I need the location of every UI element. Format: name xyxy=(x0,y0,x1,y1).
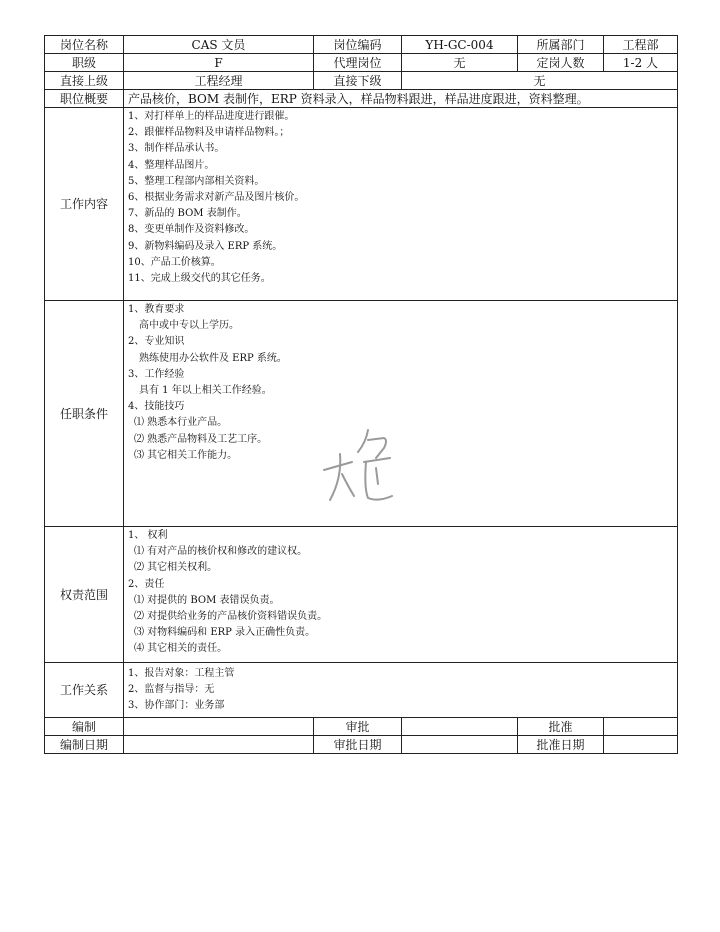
label-prepared-date: 编制日期 xyxy=(45,736,124,754)
list-item: ⑶ 其它相关工作能力。 xyxy=(134,449,238,461)
value-position-code: YH-GC-004 xyxy=(402,36,518,54)
qualifications-list xyxy=(128,302,673,464)
list-item: 1、 权利 xyxy=(128,530,168,541)
row-relations xyxy=(45,663,678,718)
list-item: 3、制作样品承认书。 xyxy=(128,143,225,155)
list-item: 10、产品工价核算。 xyxy=(128,256,221,268)
job-description-table xyxy=(44,35,678,754)
label-prepared: 编制 xyxy=(45,718,124,736)
value-prepared-date xyxy=(124,736,314,754)
list-item: 高中或中专以上学历。 xyxy=(139,320,239,332)
label-qualifications: 任职条件 xyxy=(45,301,124,527)
list-item: 9、新物料编码及录入 ERP 系统。 xyxy=(128,240,283,252)
list-item: 2、监督与指导：无 xyxy=(128,683,215,695)
value-deputy: 无 xyxy=(402,54,518,72)
value-qualifications xyxy=(124,301,678,527)
list-item: 2、责任 xyxy=(128,578,165,590)
value-prepared xyxy=(124,718,314,736)
list-item: 3、工作经验 xyxy=(128,368,185,380)
label-approved-date: 批准日期 xyxy=(518,736,604,754)
value-work-content xyxy=(124,108,678,301)
list-item: 8、变更单制作及资料修改。 xyxy=(128,224,255,236)
label-position-name: 岗位名称 xyxy=(45,36,124,54)
label-relations: 工作关系 xyxy=(45,663,124,718)
row-signoff-dates xyxy=(45,736,678,754)
value-position-name: CAS 文员 xyxy=(124,36,314,54)
label-department: 所属部门 xyxy=(518,36,604,54)
relations-list xyxy=(128,666,673,715)
label-work-content: 工作内容 xyxy=(45,108,124,301)
list-item: 11、完成上级交代的其它任务。 xyxy=(128,273,271,285)
list-item: ⑵ 对提供给业务的产品核价资料错误负责。 xyxy=(134,611,328,623)
label-grade: 职级 xyxy=(45,54,124,72)
row-overview xyxy=(45,90,678,108)
list-item: ⑵ 熟悉产品物料及工艺工序。 xyxy=(134,433,268,445)
list-item: ⑴ 有对产品的核价权和修改的建议权。 xyxy=(134,546,308,558)
value-relations xyxy=(124,663,678,718)
label-reviewed-date: 审批日期 xyxy=(314,736,402,754)
authority-list xyxy=(128,528,673,658)
list-item: ⑴ 熟悉本行业产品。 xyxy=(134,417,228,429)
list-item: 4、技能技巧 xyxy=(128,401,185,413)
label-approved: 批准 xyxy=(518,718,604,736)
list-item: ⑵ 其它相关权利。 xyxy=(134,562,218,574)
list-item: 2、跟催样品物料及申请样品物料。； xyxy=(128,127,290,139)
row-work-content xyxy=(45,108,678,301)
label-reviewed: 审批 xyxy=(314,718,402,736)
value-subordinate: 无 xyxy=(402,72,678,90)
row-grade xyxy=(45,54,678,72)
list-item: 1、对打样单上的样品进度进行跟催。 xyxy=(128,111,295,122)
list-item: 5、整理工程部内部相关资料。 xyxy=(128,175,265,187)
label-subordinate: 直接下级 xyxy=(314,72,402,90)
list-item: 熟练使用办公软件及 ERP 系统。 xyxy=(139,352,287,364)
value-approved-date xyxy=(604,736,678,754)
list-item: ⑴ 对提供的 BOM 表错误负责。 xyxy=(134,594,280,606)
value-grade: F xyxy=(124,54,314,72)
value-reviewed-date xyxy=(402,736,518,754)
list-item: 3、协作部门：业务部 xyxy=(128,700,225,712)
label-deputy: 代理岗位 xyxy=(314,54,402,72)
list-item: 2、专业知识 xyxy=(128,336,185,348)
label-superior: 直接上级 xyxy=(45,72,124,90)
value-department: 工程部 xyxy=(604,36,678,54)
list-item: ⑷ 其它相关的责任。 xyxy=(134,643,228,655)
value-authority xyxy=(124,527,678,663)
value-reviewed xyxy=(402,718,518,736)
label-overview: 职位概要 xyxy=(45,90,124,108)
list-item: 1、报告对象：工程主管 xyxy=(128,667,235,679)
work-content-list xyxy=(128,109,673,287)
label-authority: 权责范围 xyxy=(45,527,124,663)
list-item: ⑶ 对物料编码和 ERP 录入正确性负责。 xyxy=(134,627,316,639)
label-headcount: 定岗人数 xyxy=(518,54,604,72)
row-position xyxy=(45,36,678,54)
list-item: 具有 1 年以上相关工作经验。 xyxy=(139,385,272,397)
label-position-code: 岗位编码 xyxy=(314,36,402,54)
value-overview: 产品核价，BOM 表制作，ERP 资料录入，样品物料跟进，样品进度跟进，资料整理。 xyxy=(124,90,678,108)
value-superior: 工程经理 xyxy=(124,72,314,90)
value-approved xyxy=(604,718,678,736)
row-reporting xyxy=(45,72,678,90)
row-signoff xyxy=(45,718,678,736)
list-item: 1、教育要求 xyxy=(128,304,185,315)
row-authority xyxy=(45,527,678,663)
list-item: 7、新品的 BOM 表制作。 xyxy=(128,208,247,220)
list-item: 6、根据业务需求对新产品及图片核价。 xyxy=(128,192,305,204)
row-qualifications xyxy=(45,301,678,527)
value-headcount: 1-2 人 xyxy=(604,54,678,72)
list-item: 4、整理样品图片。 xyxy=(128,159,215,171)
